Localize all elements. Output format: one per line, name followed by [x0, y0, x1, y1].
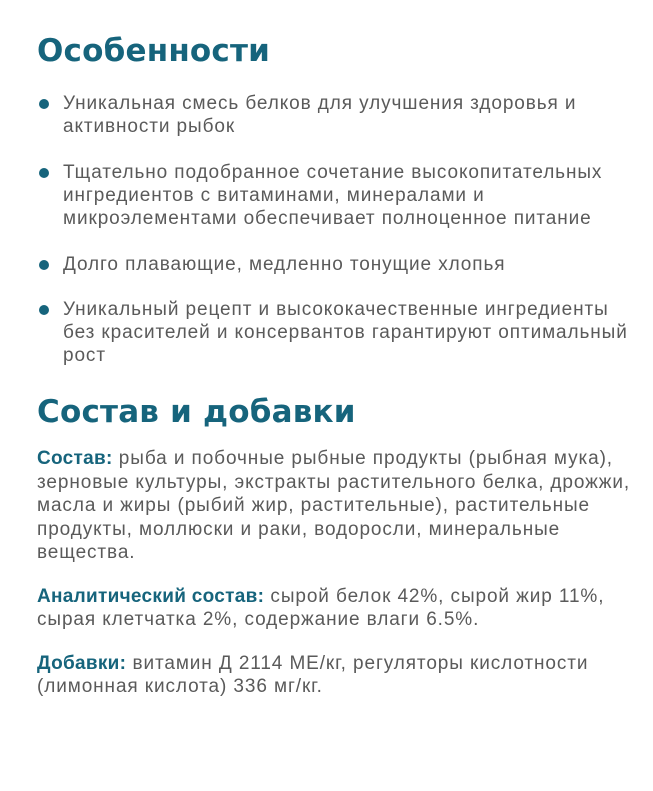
- feature-text: Тщательно подобранное сочетание высокопитательных ингредиентов с витаминами, минералами и микроэлементами обеспечивает полноценное питание: [63, 162, 603, 229]
- features-list-item: [37, 161, 633, 230]
- feature-text: Уникальный рецепт и высококачественные ингредиенты без красителей и консервантов гарантируют оптимальный рост: [63, 299, 628, 366]
- additives-label: Добавки:: [37, 652, 127, 674]
- feature-text: Долго плавающие, медленно тонущие хлопья: [63, 254, 506, 275]
- features-list-item: [37, 253, 633, 276]
- additives-paragraph: [37, 652, 633, 699]
- additives-text: витамин Д 2114 МЕ/кг, регуляторы кислотности (лимонная кислота) 336 мг/кг.: [37, 652, 589, 697]
- bullet-dot-icon: [39, 305, 49, 315]
- ingredients-label: Состав:: [37, 448, 113, 469]
- analysis-paragraph: [37, 585, 633, 632]
- composition-heading: Состав и добавки: [37, 394, 356, 430]
- feature-text: Уникальная смесь белков для улучшения здоровья и активности рыбок: [63, 93, 577, 137]
- analysis-label: Аналитический состав:: [37, 585, 265, 607]
- features-heading: Особенности: [37, 33, 271, 69]
- ingredients-paragraph: [37, 447, 633, 565]
- bullet-dot-icon: [39, 99, 49, 109]
- features-list-item: [37, 92, 633, 138]
- ingredients-text: рыба и побочные рыбные продукты (рыбная мука), зерновые культуры, экстракты растительного белка, дрожжи, масла и жиры (рыбий жир, растительные), растительные продукты, моллюски и раки, водоросли, минеральные вещества.: [37, 448, 631, 563]
- features-list: [37, 92, 633, 367]
- analysis-text: сырой белок 42%, сырой жир 11%, сырая клетчатка 2%, содержание влаги 6.5%.: [37, 585, 605, 630]
- features-list-item: [37, 298, 633, 367]
- bullet-dot-icon: [39, 260, 49, 270]
- bullet-dot-icon: [39, 168, 49, 178]
